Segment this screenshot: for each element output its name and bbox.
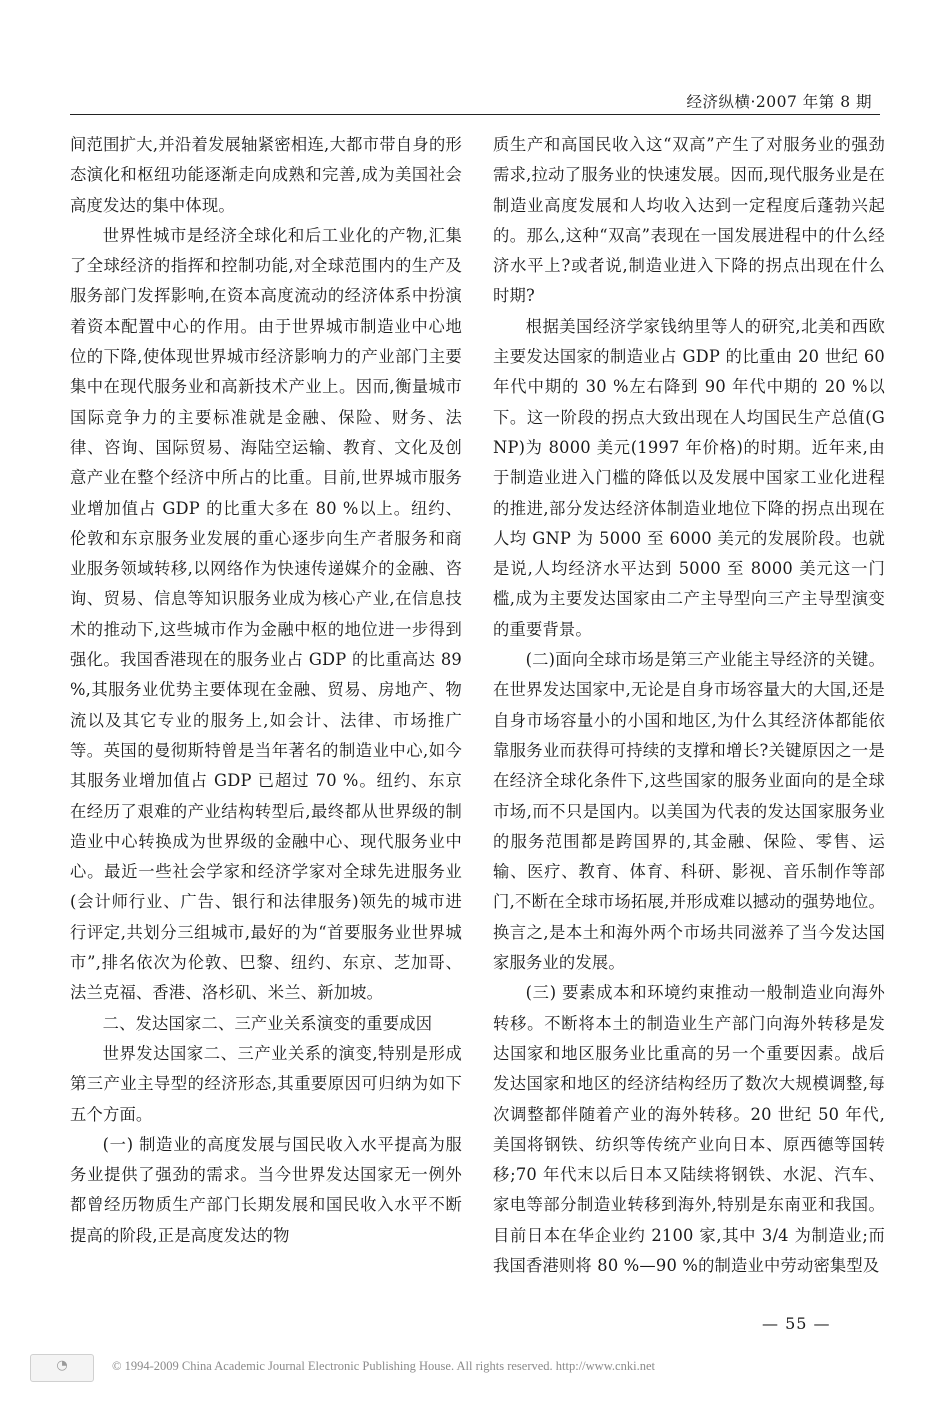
paragraph: 世界发达国家二、三产业关系的演变,特别是形成第三产业主导型的经济形态,其重要原因可归纳为如下五个方面。 <box>70 1043 462 1124</box>
footer <box>0 1350 950 1384</box>
paragraph: (三) 要素成本和环境约束推动一般制造业向海外转移。不断将本土的制造业生产部门向海外转移是发达国家和地区服务业比重高的另一个重要因素。战后发达国家和地区的经济结构经历了数次大规模调整,每次调整都伴随着产业的海外转移。20 世纪 50 年代,美国将钢铁、纺织等传统产业向日本、原西德等国转移;70 年代末以后日本又陆续将钢铁、水泥、汽车、家电等部分制造业转移到海外,特别是东南亚和我国。目前日本在华企业约 2100 家,其中 3/4 为制造业;而我国香港则将 80 %—90 %的制造业中劳动密集型及 <box>493 983 885 1275</box>
paragraph: 质生产和高国民收入这“双高”产生了对服务业的强劲需求,拉动了服务业的快速发展。因而,现代服务业是在制造业高度发展和人均收入达到一定程度后蓬勃兴起的。那么,这种“双高”表现在一国发展进程中的什么经济水平上?或者说,制造业进入下降的拐点出现在什么时期? <box>493 135 885 306</box>
left-column <box>70 130 462 1251</box>
paragraph: 世界性城市是经济全球化和后工业化的产物,汇集了全球经济的指挥和控制功能,对全球范围内的生产及服务部门发挥影响,在资本高度流动的经济体系中扮演着资本配置中心的作用。由于世界城市制造业中心地位的下降,使体现世界城市经济影响力的产业部门主要集中在现代服务业和高新技术产业上。因而,衡量城市国际竞争力的主要标准就是金融、保险、财务、法律、咨询、国际贸易、海陆空运输、教育、文化及创意产业在整个经济中所占的比重。目前,世界城市服务业增加值占 GDP 的比重大多在 80 %以上。纽约、伦敦和东京服务业发展的重心逐步向生产者服务和商业服务领域转移,以网络作为快速传递媒介的金融、咨询、贸易、信息等知识服务业成为核心产业,在信息技术的推动下,这些城市作为金融中枢的地位进一步得到强化。我国香港现在的服务业占 GDP 的比重高达 89 %,其服务业优势主要体现在金融、贸易、房地产、物流以及其它专业的服务上,如会计、法律、市场推广等。英国的曼彻斯特曾是当年著名的制造业中心,如今其服务业增加值占 GDP 已超过 70 %。纽约、东京在经历了艰难的产业结构转型后,最终都从世界级的制造业中心转换成为世界级的金融中心、现代服务业中心。最近一些社会学家和经济学家对全球先进服务业(会计师行业、广告、银行和法律服务)领先的城市进行评定,共划分三组城市,最好的为“首要服务业世界城市”,排名依次为伦敦、巴黎、纽约、东京、芝加哥、法兰克福、香港、洛杉矶、米兰、新加坡。 <box>70 225 462 1003</box>
section-heading: 二、发达国家二、三产业关系演变的重要成因 <box>102 1013 433 1033</box>
paragraph: 根据美国经济学家钱纳里等人的研究,北美和西欧主要发达国家的制造业占 GDP 的比重由 20 世纪 60 年代中期的 30 %左右降到 90 年代中期的 20 %以下。这一阶段的拐点大致出现在人均国民生产总值(GNP)为 8000 美元(1997 年价格)的时期。近年来,由于制造业进入门槛的降低以及发展中国家工业化进程的推进,部分发达经济体制造业地位下降的拐点出现在人均 GNP 为 5000 至 6000 美元的发展阶段。也就是说,人均经济水平达到 5000 至 8000 美元这一门槛,成为主要发达国家由二产主导型向三产主导型演变的重要背景。 <box>493 316 885 639</box>
paragraph: (二)面向全球市场是第三产业能主导经济的关键。在世界发达国家中,无论是自身市场容量大的大国,还是自身市场容量小的小国和地区,为什么其经济体都能依靠服务业而获得可持续的支撑和增长?关键原因之一是在经济全球化条件下,这些国家的服务业面向的是全球市场,而不只是国内。以美国为代表的发达国家服务业的服务范围都是跨国界的,其金融、保险、零售、运输、医疗、教育、体育、科研、影视、音乐制作等部门,不断在全球市场拓展,并形成难以撼动的强势地位。换言之,是本土和海外两个市场共同滋养了当今发达国家服务业的发展。 <box>493 650 885 973</box>
cnki-logo-icon: ◔ <box>30 1354 94 1382</box>
journal-issue: 经济纵横·2007 年第 8 期 <box>686 93 872 111</box>
right-column <box>493 130 885 1281</box>
page-number: — 55 — <box>762 1314 831 1333</box>
paragraph: 间范围扩大,并沿着发展轴紧密相连,大都市带自身的形态演化和枢纽功能逐渐走向成熟和完善,成为美国社会高度发达的集中体现。 <box>70 135 462 215</box>
paragraph: (一) 制造业的高度发展与国民收入水平提高为服务业提供了强劲的需求。当今世界发达国家无一例外都曾经历物质生产部门长期发展和国民收入水平不断提高的阶段,正是高度发达的物 <box>70 1134 462 1245</box>
running-header <box>70 84 880 115</box>
copyright-notice: © 1994-2009 China Academic Journal Electronic Publishing House. All rights reserved. http://www.cnki.net <box>112 1359 655 1373</box>
